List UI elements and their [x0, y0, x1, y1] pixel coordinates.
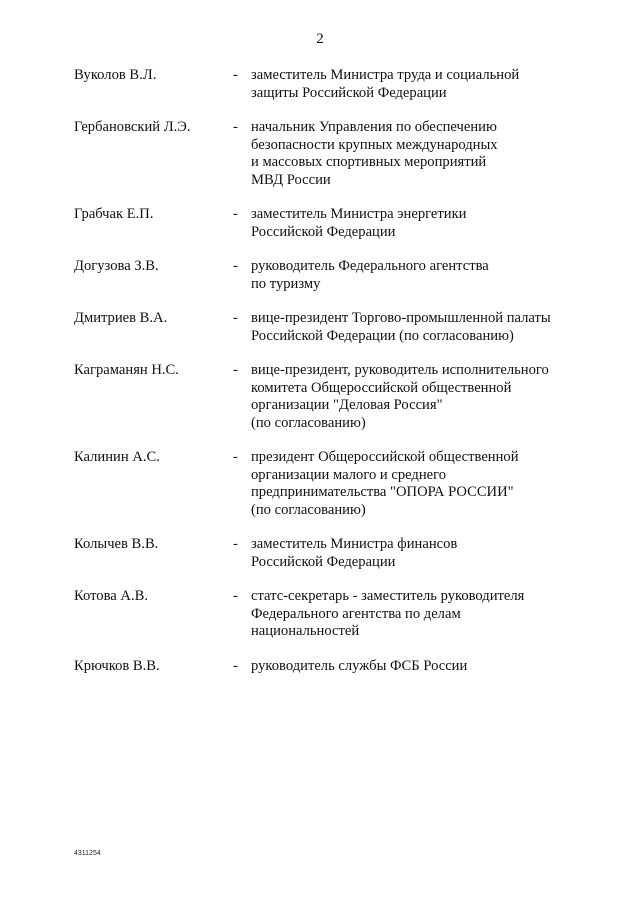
position-line: комитета Общероссийской общественной	[251, 379, 512, 396]
separator-dash: -	[233, 119, 238, 135]
position-line: МВД России	[251, 171, 331, 188]
position-line: Российской Федерации	[251, 553, 396, 570]
separator-dash: -	[233, 67, 238, 83]
position-line: заместитель Министра труда и социальной	[251, 67, 520, 83]
member-name: Котова А.В.	[74, 588, 148, 604]
member-entry	[0, 310, 640, 345]
position-line: вице-президент, руководитель исполнительного	[251, 362, 549, 378]
member-name: Калинин А.С.	[74, 449, 160, 465]
member-entry	[0, 449, 640, 519]
member-name: Каграманян Н.С.	[74, 362, 179, 378]
position-line: национальностей	[251, 623, 360, 639]
member-name: Колычев В.В.	[74, 536, 159, 552]
separator-dash: -	[233, 449, 238, 465]
member-name: Грабчак Е.П.	[74, 206, 154, 222]
member-list	[0, 67, 640, 692]
separator-dash: -	[233, 206, 238, 222]
position-line: начальник Управления по обеспечению	[251, 119, 497, 135]
position-line: безопасности крупных международных	[251, 136, 498, 153]
separator-dash: -	[233, 588, 238, 604]
position-line: заместитель Министра энергетики	[251, 206, 467, 222]
document-code: 4311254	[74, 850, 101, 857]
position-line: предпринимательства "ОПОРА РОССИИ"	[251, 484, 514, 500]
member-name: Дмитриев В.А.	[74, 310, 168, 326]
member-entry	[0, 658, 640, 676]
position-line: Российской Федерации	[251, 223, 396, 240]
member-position	[251, 588, 581, 641]
separator-dash: -	[233, 657, 238, 674]
member-position	[251, 206, 581, 241]
position-line: вице-президент Торгово-промышленной палаты	[251, 310, 551, 326]
member-entry	[0, 258, 640, 293]
member-position	[251, 119, 581, 189]
member-entry	[0, 119, 640, 189]
separator-dash: -	[233, 536, 238, 552]
position-line: руководитель службы ФСБ России	[251, 657, 468, 674]
member-position	[251, 449, 581, 519]
member-entry	[0, 362, 640, 432]
position-line: президент Общероссийской общественной	[251, 449, 519, 465]
member-position	[251, 658, 581, 676]
member-name: Крючков В.В.	[74, 657, 160, 674]
position-line: Федерального агентства по делам	[251, 605, 461, 622]
separator-dash: -	[233, 310, 238, 326]
member-position	[251, 67, 581, 102]
position-line: заместитель Министра финансов	[251, 536, 458, 552]
member-entry	[0, 588, 640, 641]
position-line: организации малого и среднего	[251, 466, 447, 483]
member-name: Догузова З.В.	[74, 258, 159, 274]
separator-dash: -	[233, 362, 238, 378]
position-line: Российской Федерации (по согласованию)	[251, 327, 514, 344]
member-position	[251, 362, 581, 432]
position-line: (по согласованию)	[251, 501, 366, 518]
member-name: Гербановский Л.Э.	[74, 119, 191, 135]
position-line: защиты Российской Федерации	[251, 84, 447, 101]
separator-dash: -	[233, 258, 238, 274]
member-name: Вуколов В.Л.	[74, 67, 157, 83]
member-position	[251, 536, 581, 571]
member-position	[251, 310, 581, 345]
member-position	[251, 258, 581, 293]
page-number: 2	[316, 31, 324, 47]
member-entry	[0, 206, 640, 241]
position-line: по туризму	[251, 275, 321, 292]
position-line: и массовых спортивных мероприятий	[251, 154, 487, 170]
position-line: руководитель Федерального агентства	[251, 258, 489, 274]
position-line: организации "Деловая Россия"	[251, 397, 443, 413]
position-line: (по согласованию)	[251, 414, 366, 431]
position-line: статс-секретарь - заместитель руководителя	[251, 588, 525, 604]
member-entry	[0, 536, 640, 571]
member-entry	[0, 67, 640, 102]
